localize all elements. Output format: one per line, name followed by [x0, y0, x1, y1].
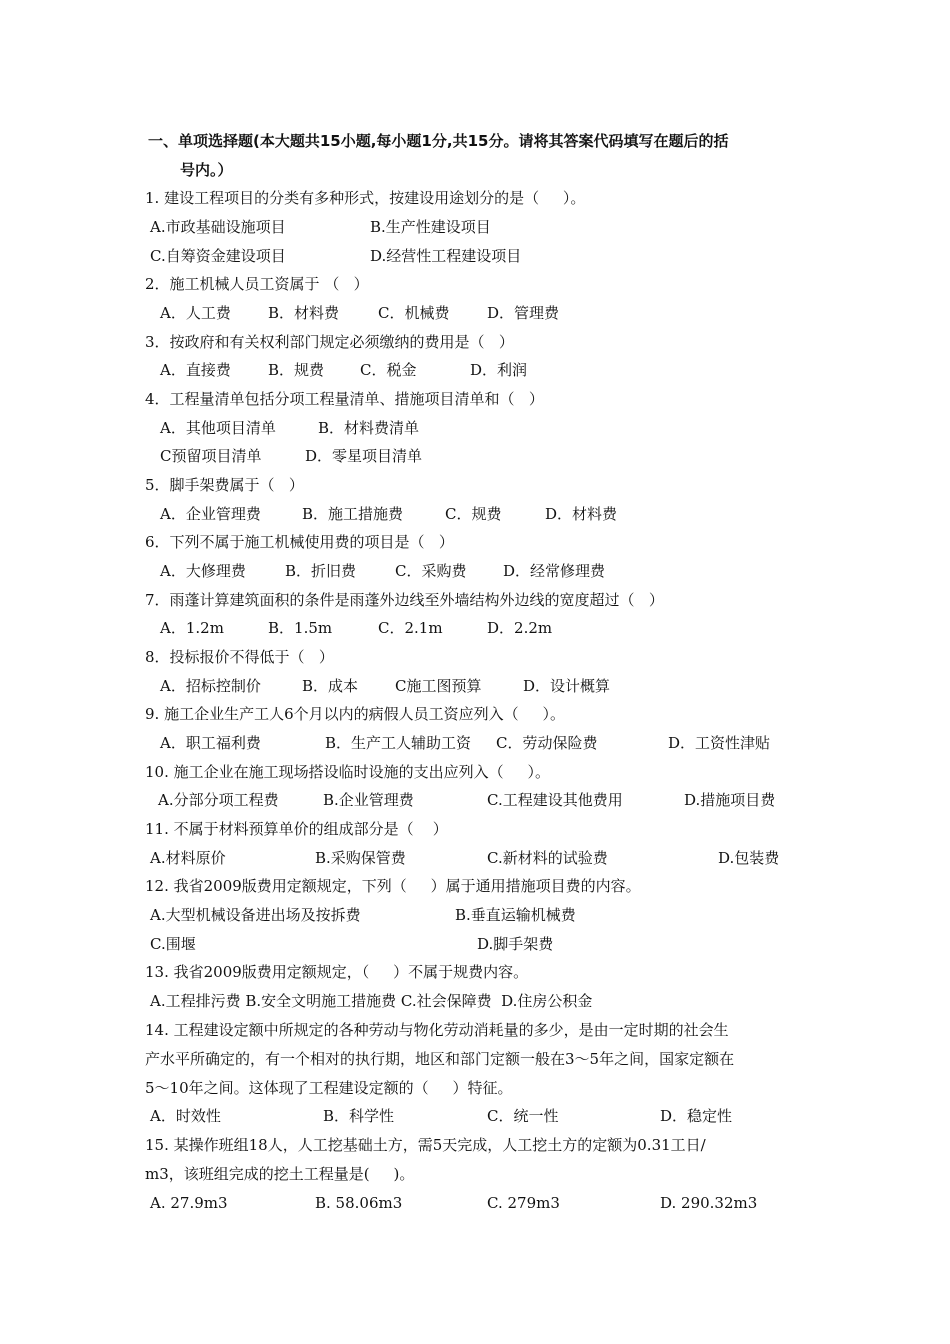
question-2-stem: 2．施工机械人员工资属于 （ ） — [145, 275, 369, 293]
question-1-stem: 1. 建设工程项目的分类有多种形式，按建设用途划分的是（ ）。 — [145, 189, 586, 207]
question-7-option-d: D．2.2m — [487, 619, 553, 637]
question-4-option-c: C预留项目清单 — [160, 447, 262, 465]
question-2-option-b: B．材料费 — [268, 304, 340, 322]
question-1-option-a: A.市政基础设施项目 — [150, 218, 286, 236]
question-14-option-a: A．时效性 — [150, 1107, 221, 1125]
question-1-option-b: B.生产性建设项目 — [370, 218, 491, 236]
question-12-stem: 12. 我省2009版费用定额规定，下列（ ）属于通用措施项目费的内容。 — [145, 877, 641, 895]
question-13-option-a: A.工程排污费 B.安全文明施工措施费 C.社会保障费 D.住房公积金 — [150, 992, 593, 1010]
question-5-option-b: B．施工措施费 — [302, 505, 404, 523]
question-6-option-d: D．经常修理费 — [503, 562, 606, 580]
question-10-stem: 10. 施工企业在施工现场搭设临时设施的支出应列入（ ）。 — [145, 763, 550, 781]
question-8-option-b: B．成本 — [302, 677, 359, 695]
question-8-option-a: A．招标控制价 — [160, 677, 261, 695]
question-8-stem: 8．投标报价不得低于（ ） — [145, 648, 334, 666]
question-9-option-c: C．劳动保险费 — [496, 734, 598, 752]
question-11-option-a: A.材料原价 — [150, 849, 226, 867]
question-5-option-c: C．规费 — [445, 505, 502, 523]
question-6-option-c: C．采购费 — [395, 562, 467, 580]
question-9-stem: 9. 施工企业生产工人6个月以内的病假人员工资应列入（ ）。 — [145, 705, 565, 723]
question-4-option-a: A．其他项目清单 — [160, 419, 276, 437]
question-8-option-c: C施工图预算 — [395, 677, 482, 695]
question-6-stem: 6．下列不属于施工机械使用费的项目是（ ） — [145, 533, 454, 551]
question-10-option-d: D.措施项目费 — [684, 791, 776, 809]
question-1-option-c: C.自筹资金建设项目 — [150, 247, 286, 265]
question-15-stem-line-1: 15. 某操作班组18人，人工挖基础土方，需5天完成，人工挖土方的定额为0.31工日/ — [145, 1136, 706, 1154]
question-9-option-a: A．职工福利费 — [160, 734, 261, 752]
question-11-stem: 11. 不属于材料预算单价的组成部分是（ ） — [145, 820, 448, 838]
question-2-option-c: C．机械费 — [378, 304, 450, 322]
question-11-option-d: D.包装费 — [718, 849, 780, 867]
question-3-option-a: A．直接费 — [160, 361, 231, 379]
question-4-option-d: D．零星项目清单 — [305, 447, 423, 465]
question-4-stem: 4．工程量清单包括分项工程量清单、措施项目清单和（ ） — [145, 390, 544, 408]
question-6-option-b: B．折旧费 — [285, 562, 357, 580]
question-14-option-c: C．统一性 — [487, 1107, 559, 1125]
question-5-option-a: A．企业管理费 — [160, 505, 261, 523]
question-12-option-d: D.脚手架费 — [477, 935, 554, 953]
question-3-option-d: D．利润 — [470, 361, 528, 379]
question-13-stem: 13. 我省2009版费用定额规定，（ ）不属于规费内容。 — [145, 963, 529, 981]
question-7-option-b: B．1.5m — [268, 619, 333, 637]
question-14-stem-line-3: 5～10年之间。这体现了工程建设定额的（ ）特征。 — [145, 1079, 513, 1097]
question-3-stem: 3．按政府和有关权利部门规定必须缴纳的费用是（ ） — [145, 333, 514, 351]
question-15-option-c: C. 279m3 — [487, 1194, 560, 1212]
question-7-option-a: A．1.2m — [160, 619, 224, 637]
question-7-stem: 7．雨蓬计算建筑面积的条件是雨蓬外边线至外墙结构外边线的宽度超过（ ） — [145, 591, 664, 609]
question-14-option-b: B．科学性 — [323, 1107, 395, 1125]
question-5-stem: 5．脚手架费属于（ ） — [145, 476, 304, 494]
question-11-option-c: C.新材料的试验费 — [487, 849, 608, 867]
question-1-option-d: D.经营性工程建设项目 — [370, 247, 522, 265]
section-heading: 一、单项选择题(本大题共15小题,每小题1分,共15分。请将其答案代码填写在题后的括 — [148, 132, 729, 150]
question-14-option-d: D．稳定性 — [660, 1107, 733, 1125]
question-10-option-b: B.企业管理费 — [323, 791, 414, 809]
question-9-option-b: B．生产工人辅助工资 — [325, 734, 472, 752]
question-15-option-b: B. 58.06m3 — [315, 1194, 403, 1212]
question-15-stem-line-2: m3，该班组完成的挖土工程量是( )。 — [145, 1165, 415, 1183]
question-6-option-a: A．大修理费 — [160, 562, 246, 580]
section-heading-cont: 号内。） — [180, 161, 233, 179]
question-14-stem-line-2: 产水平所确定的，有一个相对的执行期，地区和部门定额一般在3～5年之间，国家定额在 — [145, 1050, 735, 1068]
question-9-option-d: D．工资性津贴 — [668, 734, 771, 752]
question-12-option-c: C.围堰 — [150, 935, 196, 953]
question-12-option-b: B.垂直运输机械费 — [455, 906, 576, 924]
question-5-option-d: D．材料费 — [545, 505, 618, 523]
question-2-option-d: D．管理费 — [487, 304, 560, 322]
question-3-option-b: B．规费 — [268, 361, 325, 379]
question-4-option-b: B．材料费清单 — [318, 419, 420, 437]
question-14-stem-line-1: 14. 工程建设定额中所规定的各种劳动与物化劳动消耗量的多少，是由一定时期的社会生 — [145, 1021, 729, 1039]
question-7-option-c: C．2.1m — [378, 619, 443, 637]
question-8-option-d: D．设计概算 — [523, 677, 611, 695]
question-12-option-a: A.大型机械设备进出场及按拆费 — [150, 906, 361, 924]
question-10-option-c: C.工程建设其他费用 — [487, 791, 623, 809]
question-15-option-d: D. 290.32m3 — [660, 1194, 758, 1212]
question-3-option-c: C．税金 — [360, 361, 417, 379]
question-15-option-a: A. 27.9m3 — [150, 1194, 228, 1212]
question-10-option-a: A.分部分项工程费 — [158, 791, 279, 809]
question-11-option-b: B.采购保管费 — [315, 849, 406, 867]
question-2-option-a: A．人工费 — [160, 304, 231, 322]
